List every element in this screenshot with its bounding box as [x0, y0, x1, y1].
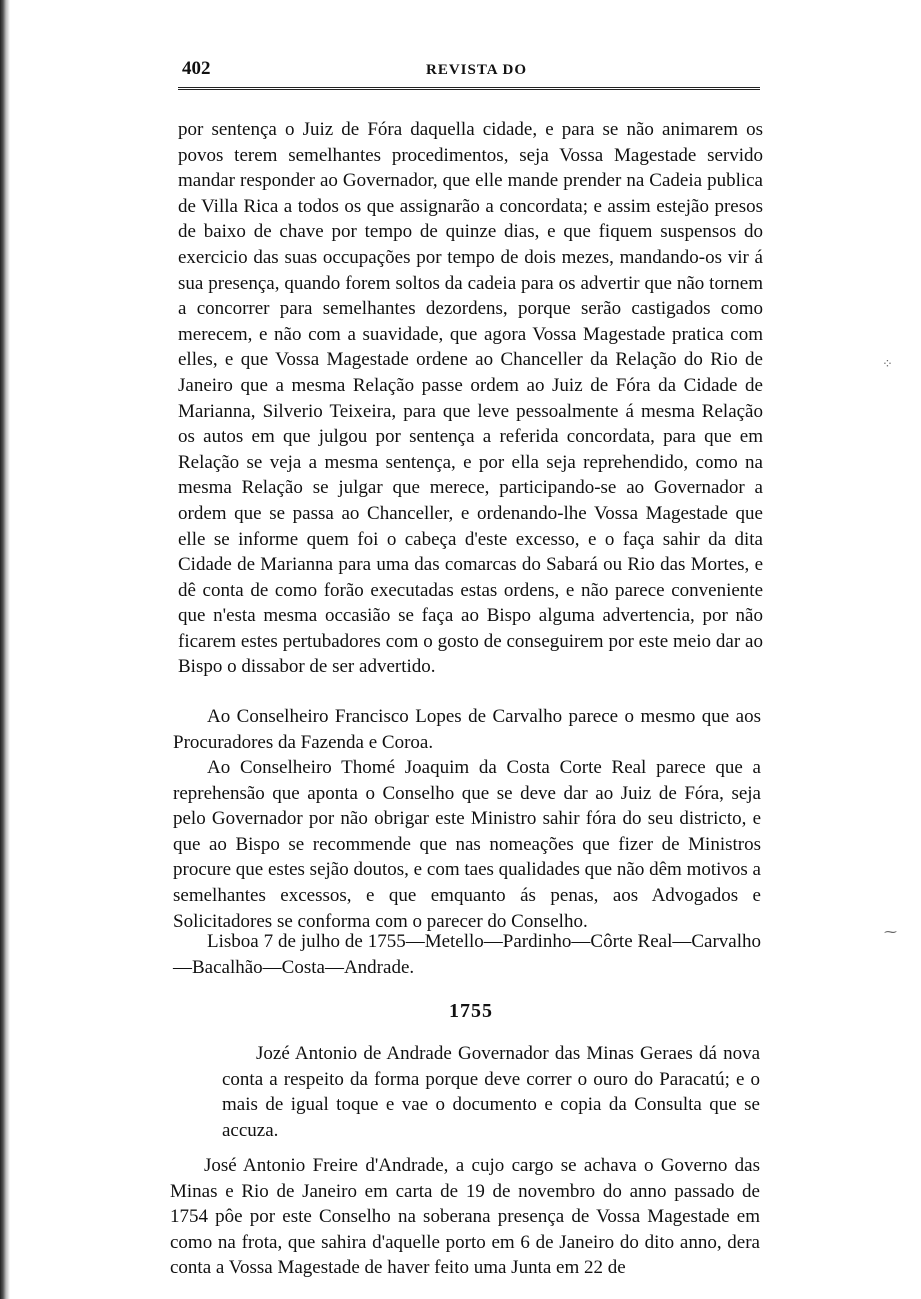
document-summary: Jozé Antonio de Andrade Governador das Minas Geraes dá nova conta a respeito da forma porque deve correr o ouro do Paracatú; e o mais de igual toque e vae o documento e copia da Consulta que se accuza. — [222, 1043, 760, 1141]
section-year-heading: 1755 — [449, 1000, 493, 1022]
paragraph-continued: por sentença o Juiz de Fóra daquella cidade, e para se não animarem os povos terem semelhantes procedimentos, seja Vossa Magestade servido mandar responder ao Governador, que elle mande prender na Cadeia publica de Villa Rica a todos os que assignarão a concordata; e assim estejão presos de baixo de chave por tempo de quinze dias, e que fiquem suspensos do exercicio das suas occupações por tempo de dois mezes, mandando-os vir á sua presença, quando forem soltos da cadeia para os advertir que não tornem a concorrer para semelhantes dezordens, porque serão castigados como merecem, e não com a suavidade, que agora Vossa Magestade pratica com elles, e que Vossa Magestade ordene ao Chanceller da Relação do Rio de Janeiro que a mesma Relação passe ordem ao Juiz de Fóra da Cidade de Marianna, Silverio Teixeira, para que leve pessoalmente á mesma Relação os autos em que julgou por sentença a referida concordata, para que em Relação se veja a mesma sentença, e por ella seja reprehendido, como na mesma Relação se julgar que merece, participando-se ao Governador a ordem que se passa ao Chanceller, e ordenando-lhe Vossa Magestade que elle se informe quem foi o cabeça d'este excesso, e o faça sahir da dita Cidade de Marianna para uma das comarcas do Sabará ou Rio das Mortes, e dê conta de como forão executadas estas ordens, e não parece conveniente que n'esta mesma occasião se faça ao Bispo alguma advertencia, por não ficarem estes pertubadores com o gosto de conseguirem por este meio dar ao Bispo o dissabor de ser advertido. — [178, 119, 763, 678]
running-head: REVISTA DO — [426, 62, 527, 78]
ink-speck: ⁓ — [884, 924, 897, 939]
page-header — [178, 56, 760, 92]
paragraph-carvalho-opinion: Ao Conselheiro Francisco Lopes de Carvalho parece o mesmo que aos Procuradores da Fazenda e Coroa. — [173, 706, 761, 753]
paragraph-signatures: Lisboa 7 de julho de 1755—Metello—Pardinho—Côrte Real—Carvalho—Bacalhão—Costa—Andrade. — [173, 931, 761, 978]
header-rule — [178, 87, 760, 90]
paragraph-andrade-letter: José Antonio Freire d'Andrade, a cujo cargo se achava o Governo das Minas e Rio de Janeiro em carta de 19 de novembro do anno passado de 1754 pôe por este Conselho na soberana presença de Vossa Magestade em como na frota, que sahira d'aquelle porto em 6 de Janeiro do dito anno, dera conta a Vossa Magestade de haver feito uma Junta em 22 de — [170, 1155, 760, 1279]
paragraph-corte-real-opinion: Ao Conselheiro Thomé Joaquim da Costa Corte Real parece que a reprehensão que aponta o Conselho que se deve dar ao Juiz de Fóra, seja pelo Governador por não obrigar este Ministro sahir fóra do seu districto, e que ao Bispo se recommende que nas nomeações que fizer de Ministros procure que estes sejão doutos, e com taes qualidades que não dêm motivos a semelhantes excessos, e que emquanto ás penas, aos Advogados e Solicitadores se conforma com o parecer do Conselho. — [173, 757, 761, 932]
page-number: 402 — [182, 58, 211, 79]
book-binding-edge — [0, 0, 10, 1299]
ink-speck: ⁘ — [882, 356, 893, 371]
